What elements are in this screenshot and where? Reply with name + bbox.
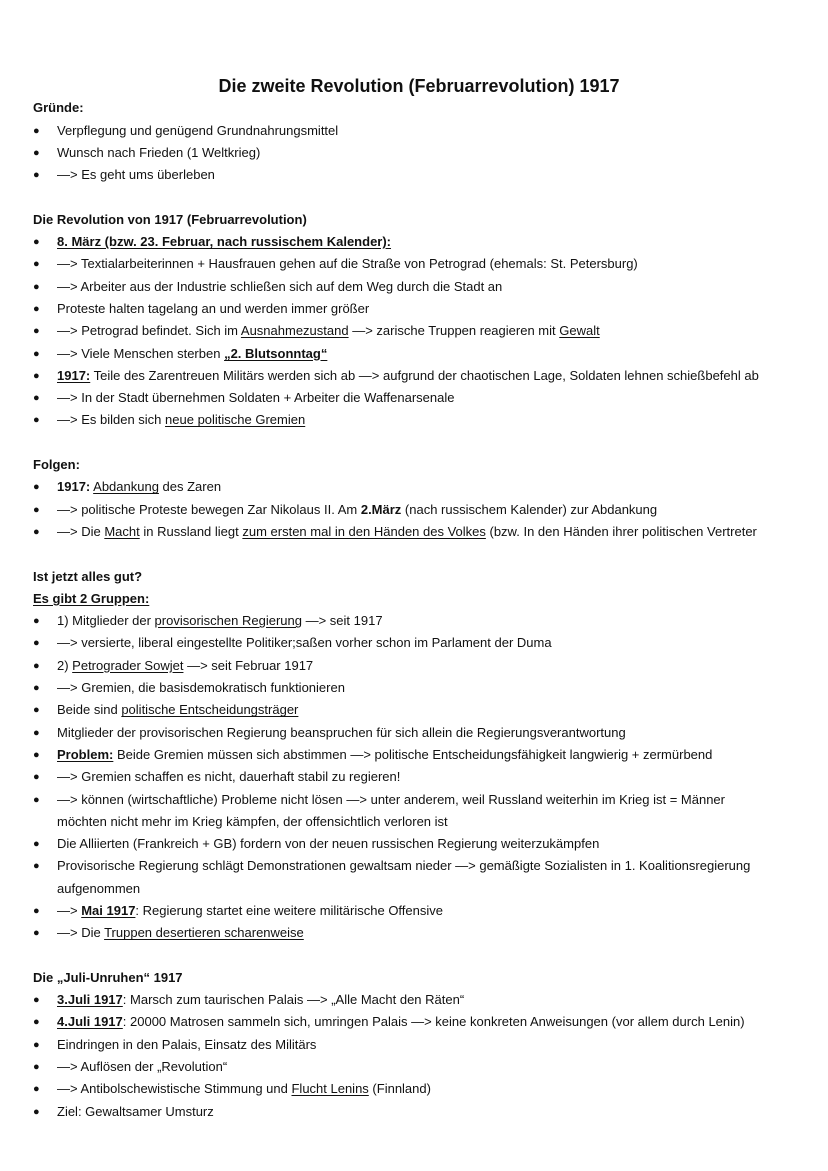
list-item bbox=[0, 699, 828, 721]
list-item-continuation bbox=[0, 811, 828, 833]
underlined-text: Ausnahmezustand bbox=[240, 323, 349, 339]
list-item bbox=[0, 989, 828, 1011]
bullet-icon: ● bbox=[33, 124, 40, 137]
section bbox=[0, 209, 828, 432]
document-body bbox=[0, 97, 828, 1123]
underlined-text: Macht bbox=[104, 523, 140, 539]
section-heading bbox=[0, 566, 828, 588]
list-item bbox=[0, 1056, 828, 1078]
bullet-icon: ● bbox=[33, 414, 40, 427]
list-item bbox=[0, 1101, 828, 1123]
text-segment: —> Gremien schaffen es nicht, dauerhaft stabil zu regieren! bbox=[57, 769, 401, 785]
underlined-text: Mai 1917 bbox=[81, 902, 136, 918]
list-item bbox=[0, 744, 828, 766]
bullet-icon: ● bbox=[33, 904, 40, 917]
list-item bbox=[0, 476, 828, 498]
text-segment: : Marsch zum taurischen Palais —> „Alle Macht den Räten“ bbox=[122, 992, 465, 1008]
section-heading bbox=[0, 97, 828, 119]
bullet-icon: ● bbox=[33, 615, 40, 628]
bullet-icon: ● bbox=[33, 1105, 40, 1118]
list-item bbox=[0, 1034, 828, 1056]
text-segment: Die Alliierten (Frankreich + GB) fordern von der neuen russischen Regierung weiterzukämpfen bbox=[57, 836, 600, 852]
bold-text: Die „Juli-Unruhen“ 1917 bbox=[33, 969, 183, 985]
blank-line bbox=[0, 432, 828, 454]
text-segment: (bzw. In den Händen ihrer politischen Vertreter bbox=[485, 523, 757, 539]
list-item bbox=[0, 722, 828, 744]
bullet-icon: ● bbox=[33, 347, 40, 360]
underlined-text: zum ersten mal in den Händen des Volkes bbox=[242, 523, 486, 539]
underlined-text: 4.Juli 1917 bbox=[57, 1014, 123, 1030]
section bbox=[0, 97, 828, 186]
text-segment: (Finnland) bbox=[368, 1081, 431, 1097]
text-segment: —> können (wirtschaftliche) Probleme nicht lösen —> unter anderem, weil Russland weiterhin im Krieg ist = Männer bbox=[57, 791, 725, 807]
bullet-icon: ● bbox=[33, 280, 40, 293]
text-segment: —> politische Proteste bewegen Zar Nikolaus II. Am bbox=[57, 501, 361, 517]
list-item bbox=[0, 1078, 828, 1100]
text-segment: : Regierung startet eine weitere militärische Offensive bbox=[135, 902, 443, 918]
bullet-icon: ● bbox=[33, 302, 40, 315]
bullet-icon: ● bbox=[33, 682, 40, 695]
text-segment: Provisorische Regierung schlägt Demonstrationen gewaltsam nieder —> gemäßigte Sozialisten in 1. Koalitionsregierung bbox=[57, 858, 751, 874]
text-segment: —> Viele Menschen sterben bbox=[57, 345, 225, 361]
list-item bbox=[0, 298, 828, 320]
bullet-icon: ● bbox=[33, 369, 40, 382]
underlined-text: Petrograder Sowjet bbox=[72, 657, 184, 673]
bullet-icon: ● bbox=[33, 748, 40, 761]
list-item bbox=[0, 789, 828, 811]
list-item bbox=[0, 766, 828, 788]
list-item bbox=[0, 409, 828, 431]
blank-line bbox=[0, 543, 828, 565]
bold-text: 2.März bbox=[360, 501, 402, 517]
blank-line bbox=[0, 186, 828, 208]
list-item bbox=[0, 387, 828, 409]
text-segment: Beide Gremien müssen sich abstimmen —> politische Entscheidungsfähigkeit langwierig + zermürbend bbox=[113, 746, 713, 762]
list-item bbox=[0, 276, 828, 298]
bullet-icon: ● bbox=[33, 503, 40, 516]
list-item bbox=[0, 320, 828, 342]
text-segment: —> Die bbox=[57, 523, 105, 539]
bullet-icon: ● bbox=[33, 169, 40, 182]
bullet-icon: ● bbox=[33, 771, 40, 784]
text-segment: Beide sind bbox=[57, 702, 122, 718]
bullet-icon: ● bbox=[33, 392, 40, 405]
bullet-icon: ● bbox=[33, 325, 40, 338]
underlined-text: Flucht Lenins bbox=[291, 1081, 369, 1097]
list-item bbox=[0, 142, 828, 164]
bold-text: Gründe: bbox=[33, 100, 84, 116]
underlined-text: 8. März (bzw. 23. Februar, nach russischem Kalender): bbox=[57, 234, 392, 250]
list-item bbox=[0, 521, 828, 543]
list-item bbox=[0, 164, 828, 186]
list-item bbox=[0, 499, 828, 521]
bullet-icon: ● bbox=[33, 994, 40, 1007]
text-segment: 1) Mitglieder der bbox=[57, 613, 155, 629]
bullet-icon: ● bbox=[33, 793, 40, 806]
bullet-icon: ● bbox=[33, 659, 40, 672]
text-segment: Proteste halten tagelang an und werden immer größer bbox=[57, 300, 370, 316]
text-segment: —> Es geht ums überleben bbox=[57, 167, 215, 183]
bullet-icon: ● bbox=[33, 704, 40, 717]
text-segment: —> seit Februar 1917 bbox=[183, 657, 314, 673]
section bbox=[0, 566, 828, 945]
text-segment: in Russland liegt bbox=[139, 523, 243, 539]
list-item bbox=[0, 253, 828, 275]
bullet-icon: ● bbox=[33, 481, 40, 494]
list-item bbox=[0, 231, 828, 253]
text-segment: —> Antibolschewistische Stimmung und bbox=[57, 1081, 292, 1097]
list-item bbox=[0, 833, 828, 855]
bold-text: Folgen: bbox=[33, 457, 80, 473]
bullet-icon: ● bbox=[33, 726, 40, 739]
section-heading bbox=[0, 209, 828, 231]
text-segment: —> Textialarbeiterinnen + Hausfrauen gehen auf die Straße von Petrograd (ehemals: St. Petersburg) bbox=[57, 256, 638, 272]
bold-text: Die Revolution von 1917 (Februarrevolution) bbox=[33, 211, 307, 227]
section-heading bbox=[0, 454, 828, 476]
underlined-text: Abdankung bbox=[93, 479, 159, 495]
text-segment: (nach russischem Kalender) zur Abdankung bbox=[401, 501, 658, 517]
list-item bbox=[0, 632, 828, 654]
text-segment: Verpflegung und genügend Grundnahrungsmittel bbox=[57, 122, 339, 138]
text-segment: Ziel: Gewaltsamer Umsturz bbox=[57, 1103, 214, 1119]
list-item bbox=[0, 610, 828, 632]
text-segment: 2) bbox=[57, 657, 73, 673]
underlined-text: Es gibt 2 Gruppen: bbox=[33, 590, 150, 606]
bullet-icon: ● bbox=[33, 1038, 40, 1051]
page-title: Die zweite Revolution (Februarrevolution) 1917 bbox=[218, 76, 620, 96]
blank-line bbox=[0, 945, 828, 967]
list-item bbox=[0, 922, 828, 944]
bullet-icon: ● bbox=[33, 838, 40, 851]
list-item bbox=[0, 900, 828, 922]
bullet-icon: ● bbox=[33, 1061, 40, 1074]
section-heading bbox=[0, 967, 828, 989]
underlined-text: 3.Juli 1917 bbox=[57, 992, 123, 1008]
text-segment: —> Auflösen der „Revolution“ bbox=[57, 1059, 228, 1075]
bullet-icon: ● bbox=[33, 1083, 40, 1096]
text-segment: : 20000 Matrosen sammeln sich, umringen Palais —> keine konkreten Anweisungen (vor allem durch Lenin) bbox=[122, 1014, 745, 1030]
underlined-text: Gewalt bbox=[559, 323, 600, 339]
bullet-icon: ● bbox=[33, 146, 40, 159]
section bbox=[0, 454, 828, 543]
bullet-icon: ● bbox=[33, 1016, 40, 1029]
underlined-text: „2. Blutsonntag“ bbox=[224, 345, 328, 361]
underlined-text: 1917: bbox=[57, 367, 91, 383]
section-heading bbox=[0, 588, 828, 610]
list-item bbox=[0, 677, 828, 699]
text-segment: —> Petrograd befindet. Sich im bbox=[57, 323, 241, 339]
text-segment: —> Gremien, die basisdemokratisch funktionieren bbox=[57, 680, 345, 696]
underlined-text: politische Entscheidungsträger bbox=[121, 702, 299, 718]
text-segment: —> zarische Truppen reagieren mit bbox=[348, 323, 560, 339]
underlined-text: provisorischen Regierung bbox=[154, 613, 302, 629]
text-segment: —> bbox=[57, 902, 82, 918]
bold-text: 1917: bbox=[57, 479, 91, 495]
bullet-icon: ● bbox=[33, 927, 40, 940]
bold-text: Ist jetzt alles gut? bbox=[33, 568, 143, 584]
underlined-text: Truppen desertieren scharenweise bbox=[104, 925, 304, 941]
bullet-icon: ● bbox=[33, 525, 40, 538]
underlined-text: Problem: bbox=[57, 746, 114, 762]
bullet-icon: ● bbox=[33, 236, 40, 249]
list-item bbox=[0, 365, 828, 387]
section bbox=[0, 967, 828, 1123]
list-item bbox=[0, 855, 828, 877]
text-segment: Eindringen in den Palais, Einsatz des Militärs bbox=[57, 1036, 317, 1052]
list-item bbox=[0, 1011, 828, 1033]
text-segment: Mitglieder der provisorischen Regierung beanspruchen für sich allein die Regierungsverantwortung bbox=[57, 724, 626, 740]
bullet-icon: ● bbox=[33, 258, 40, 271]
text-segment: —> Arbeiter aus der Industrie schließen sich auf dem Weg durch die Stadt an bbox=[57, 278, 503, 294]
text-segment: —> In der Stadt übernehmen Soldaten + Arbeiter die Waffenarsenale bbox=[57, 390, 455, 406]
list-item bbox=[0, 120, 828, 142]
list-item-continuation bbox=[0, 878, 828, 900]
text-segment: aufgenommen bbox=[57, 880, 141, 896]
text-segment: des Zaren bbox=[158, 479, 222, 495]
list-item bbox=[0, 655, 828, 677]
text-segment: —> Die bbox=[57, 925, 105, 941]
bullet-icon: ● bbox=[33, 860, 40, 873]
text-segment: —> versierte, liberal eingestellte Politiker;saßen vorher schon im Parlament der Duma bbox=[57, 635, 552, 651]
list-item bbox=[0, 343, 828, 365]
text-segment: Teile des Zarentreuen Militärs werden sich ab —> aufgrund der chaotischen Lage, Soldaten lehnen schießbefehl ab bbox=[90, 367, 759, 383]
text-segment: —> seit 1917 bbox=[301, 613, 383, 629]
underlined-text: neue politische Gremien bbox=[165, 412, 306, 428]
text-segment: möchten nicht mehr im Krieg kämpfen, der offensichtlich verloren ist bbox=[57, 813, 448, 829]
bullet-icon: ● bbox=[33, 637, 40, 650]
text-segment: Wunsch nach Frieden (1 Weltkrieg) bbox=[57, 144, 261, 160]
text-segment: —> Es bilden sich bbox=[57, 412, 166, 428]
